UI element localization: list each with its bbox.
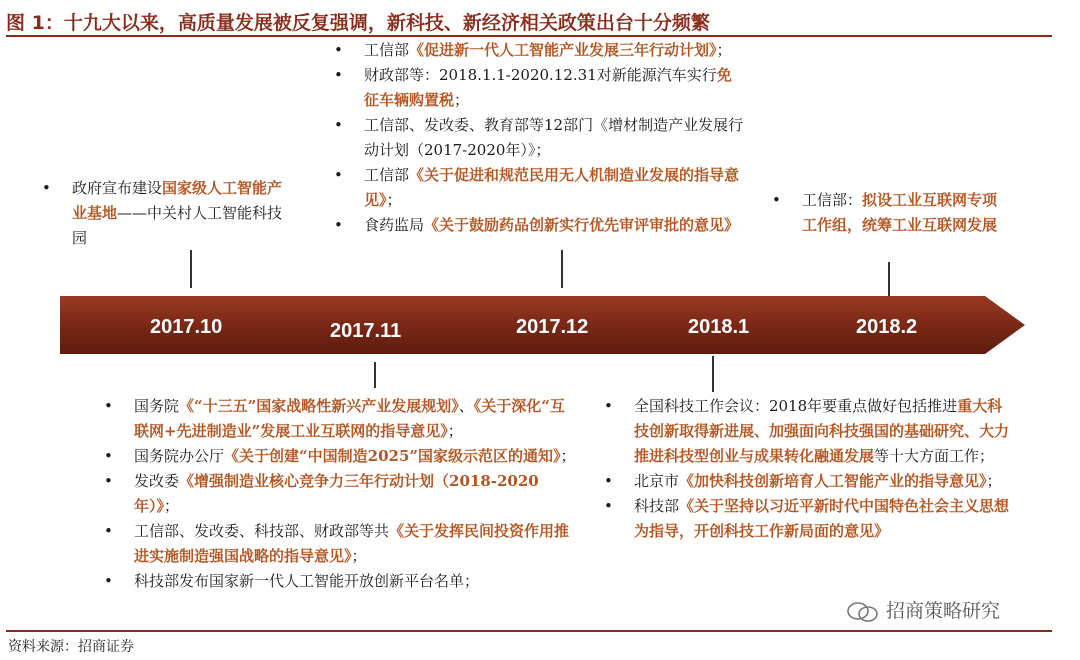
dec-2017-block — [334, 38, 746, 238]
policy-text: ； — [351, 547, 367, 565]
policy-item — [604, 394, 1012, 469]
policy-highlight: 拟设工业互联网专项工作组，统筹工业互联网发展 — [802, 191, 998, 234]
policy-item — [104, 519, 576, 569]
policy-text: 工信部 — [364, 41, 410, 59]
policy-highlight: 免征车辆购置税 — [364, 66, 732, 109]
policy-highlight: 《促进新一代人工智能产业发展三年行动计划》 — [409, 41, 717, 59]
policy-text: ； — [164, 497, 180, 515]
policy-highlight: 《增强制造业核心竞争力三年行动计划（2018-2020年）》 — [134, 472, 539, 515]
oct-2017-list — [42, 176, 292, 251]
policy-item — [334, 113, 746, 163]
date-2017-10: 2017.10 — [150, 316, 223, 338]
policy-text: ； — [447, 422, 463, 440]
policy-highlight: 《“十三五”国家战略性新兴产业发展规划》 — [179, 397, 459, 415]
policy-text: ； — [386, 191, 402, 209]
policy-item — [104, 469, 576, 519]
top-rule — [6, 35, 1052, 37]
nov-2017-block — [104, 394, 576, 594]
policy-item — [42, 176, 292, 251]
policy-highlight: 《加快科技创新培育人工智能产业的指导意见》 — [679, 472, 987, 490]
date-2018-2: 2018.2 — [856, 316, 918, 338]
figure-title: 图 1：十九大以来，高质量发展被反复强调，新科技、新经济相关政策出台十分频繁 — [6, 12, 710, 34]
policy-item — [334, 63, 746, 113]
policy-text: 、 — [458, 397, 474, 415]
policy-highlight: 重大科技创新取得新进展、加强面向科技强国的基础研究、大力推进科技型创业与成果转化融通发展 — [634, 397, 1010, 465]
policy-text: 等十大方面工作； — [874, 447, 995, 465]
date-2017-11: 2017.11 — [330, 320, 402, 342]
policy-highlight: 《关于鼓励药品创新实行优先审评审批的意见》 — [424, 216, 740, 234]
policy-text: 工信部、发改委、科技部、财政部等共 — [134, 522, 390, 540]
policy-text: 财政部等：2018.1.1-2020.12.31对新能源汽车实行 — [364, 66, 717, 84]
policy-highlight: 《关于发挥民间投资作用推进实施制造强国战略的指导意见》 — [134, 522, 570, 565]
policy-text: 全国科技工作会议：2018年要重点做好包括推进 — [634, 397, 958, 415]
oct-2017-block — [42, 176, 292, 251]
connector-nov-2017 — [374, 362, 376, 388]
watermark-text: 招商策略研究 — [886, 600, 1001, 622]
jan-2018-list — [604, 394, 1012, 544]
policy-text: 食药监局 — [364, 216, 425, 234]
policy-text: 工信部： — [802, 191, 863, 209]
policy-item — [104, 569, 576, 594]
policy-text: 国务院办公厅 — [134, 447, 225, 465]
feb-2018-list — [772, 188, 1004, 238]
date-2017-12: 2017.12 — [516, 316, 589, 338]
policy-highlight: 《关于深化“互联网+先进制造业”发展工业互联网的指导意见》 — [134, 397, 565, 440]
source-note: 资料来源：招商证券 — [8, 639, 134, 655]
connector-dec-2017 — [561, 250, 563, 288]
feb-2018-block — [772, 188, 1004, 238]
wechat-icon — [846, 601, 880, 623]
jan-2018-block — [604, 394, 1012, 544]
policy-text: ； — [986, 472, 1002, 490]
dec-2017-list — [334, 38, 746, 238]
policy-text: ； — [454, 91, 470, 109]
policy-text: 工信部 — [364, 166, 410, 184]
policy-item — [604, 469, 1012, 494]
policy-item — [334, 213, 746, 238]
connector-feb-2018 — [888, 262, 890, 300]
policy-text: 工信部、发改委、教育部等12部门《增材制造产业发展行动计划（2017-2020年）》； — [364, 116, 744, 159]
policy-highlight: 《关于创建“中国制造2025”国家级示范区的通知》 — [224, 447, 561, 465]
policy-item — [604, 494, 1012, 544]
policy-highlight: 国家级人工智能产业基地 — [72, 179, 283, 222]
bottom-rule — [6, 630, 1052, 632]
policy-item — [772, 188, 1004, 238]
policy-item — [104, 444, 576, 469]
policy-highlight: 《关于促进和规范民用无人机制造业发展的指导意见》 — [364, 166, 740, 209]
date-2018-1: 2018.1 — [688, 316, 750, 338]
connector-oct-2017 — [190, 250, 192, 288]
connector-jan-2018 — [712, 356, 714, 392]
policy-text: ——中关村人工智能科技园 — [72, 204, 283, 247]
policy-text: ； — [716, 41, 732, 59]
policy-text: 北京市 — [634, 472, 680, 490]
policy-highlight: 《关于坚持以习近平新时代中国特色社会主义思想为指导，开创科技工作新局面的意见》 — [634, 497, 1010, 540]
watermark — [846, 596, 1000, 623]
policy-text: ； — [560, 447, 576, 465]
policy-text: 国务院 — [134, 397, 180, 415]
policy-text: 科技部 — [634, 497, 680, 515]
policy-item — [334, 163, 746, 213]
policy-text: 政府宣布建设 — [72, 179, 163, 197]
nov-2017-list — [104, 394, 576, 594]
policy-item — [334, 38, 746, 63]
policy-text: 科技部发布国家新一代人工智能开放创新平台名单； — [134, 572, 480, 590]
policy-text: 发改委 — [134, 472, 180, 490]
policy-item — [104, 394, 576, 444]
